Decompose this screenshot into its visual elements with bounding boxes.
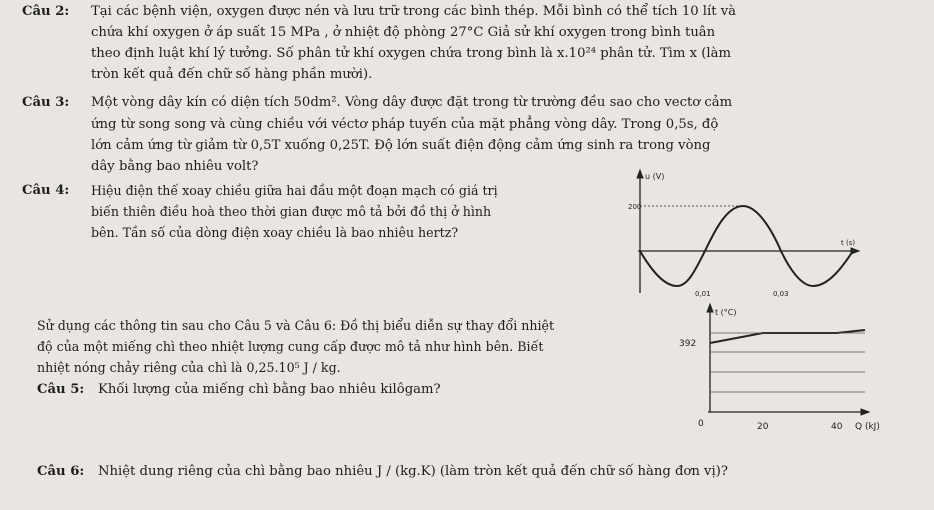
question-6-text: Nhiệt dung riêng của chì bằng bao nhiêu J / (kg.K) (làm tròn kết quả đến chữ số hàng đơn vị)? bbox=[98, 464, 728, 479]
graph2-origin: 0 bbox=[698, 419, 704, 429]
graph2-curve bbox=[710, 330, 865, 343]
question-4-line-2: biến thiên điều hoà theo thời gian được mô tả bởi đồ thị ở hình bbox=[91, 204, 492, 219]
graph2-xtick-2: 40 bbox=[831, 422, 843, 432]
question-5-label: Câu 5: bbox=[37, 382, 85, 397]
graph2-x-arrow bbox=[861, 409, 869, 415]
question-2-label: Câu 2: bbox=[22, 4, 70, 19]
temperature-heat-graph bbox=[665, 300, 890, 435]
graph1-xlabel: t (s) bbox=[841, 239, 856, 247]
graph2-ytick: 392 bbox=[679, 339, 697, 349]
graph2-y-arrow bbox=[707, 304, 713, 312]
intro-line-3: nhiệt nóng chảy riêng của chì là 0,25.10⁵ J / kg. bbox=[37, 360, 341, 375]
graph1-xtick-2: 0,03 bbox=[773, 290, 789, 298]
question-2-line-1: Tại các bệnh viện, oxygen được nén và lưu trữ trong các bình thép. Mỗi bình có thể tích 10 lít và bbox=[91, 4, 737, 19]
graph2-grid bbox=[710, 333, 865, 392]
question-4-line-3: bên. Tần số của dòng điện xoay chiều là bao nhiêu hertz? bbox=[91, 225, 459, 240]
intro-line-2: độ của một miếng chì theo nhiệt lượng cung cấp được mô tả như hình bên. Biết bbox=[37, 339, 544, 354]
question-2-line-2: chứa khí oxygen ở áp suất 15 MPa , ở nhiệt độ phòng 27°C Giả sử khí oxygen trong bình tuân bbox=[91, 25, 716, 40]
question-4-label: Câu 4: bbox=[22, 183, 70, 198]
graph2-xtick-1: 20 bbox=[757, 422, 769, 432]
intro-line-1: Sử dụng các thông tin sau cho Câu 5 và Câu 6: Đồ thị biểu diễn sự thay đổi nhiệt bbox=[37, 318, 555, 333]
graph1-ylabel: u (V) bbox=[645, 172, 665, 181]
question-3-label: Câu 3: bbox=[22, 95, 70, 110]
graph1-ytick: 200 bbox=[628, 203, 642, 211]
question-3-line-4: dây bằng bao nhiêu volt? bbox=[91, 159, 259, 174]
question-5-text: Khối lượng của miếng chì bằng bao nhiêu kilôgam? bbox=[98, 382, 441, 397]
voltage-time-graph bbox=[628, 168, 863, 298]
question-3-line-2: ứng từ song song và cùng chiều với véctơ pháp tuyến của mặt phẳng vòng dây. Trong 0,5s, độ bbox=[91, 117, 719, 132]
question-2-line-3: theo định luật khí lý tưởng. Số phân tử khí oxygen chứa trong bình là x.10²⁴ phân tử. Tìm x (làm bbox=[91, 46, 731, 61]
question-2-line-4: tròn kết quả đến chữ số hàng phần mười). bbox=[91, 67, 373, 82]
graph1-y-arrow bbox=[637, 170, 643, 178]
graph2-xlabel: Q (kJ) bbox=[855, 422, 880, 432]
question-4-line-1: Hiệu điện thế xoay chiều giữa hai đầu một đoạn mạch có giá trị bbox=[91, 183, 498, 198]
graph1-sine-curve bbox=[640, 206, 856, 286]
graph1-xtick-1: 0,01 bbox=[695, 290, 711, 298]
question-3-line-1: Một vòng dây kín có diện tích 50dm². Vòng dây được đặt trong từ trường đều sao cho vectơ cảm bbox=[91, 95, 733, 110]
question-3-line-3: lớn cảm ứng từ giảm từ 0,5T xuống 0,25T. Độ lớn suất điện động cảm ứng sinh ra trong vòng bbox=[91, 138, 711, 153]
graph2-ylabel: t (°C) bbox=[715, 308, 737, 317]
question-6-label: Câu 6: bbox=[37, 464, 85, 479]
